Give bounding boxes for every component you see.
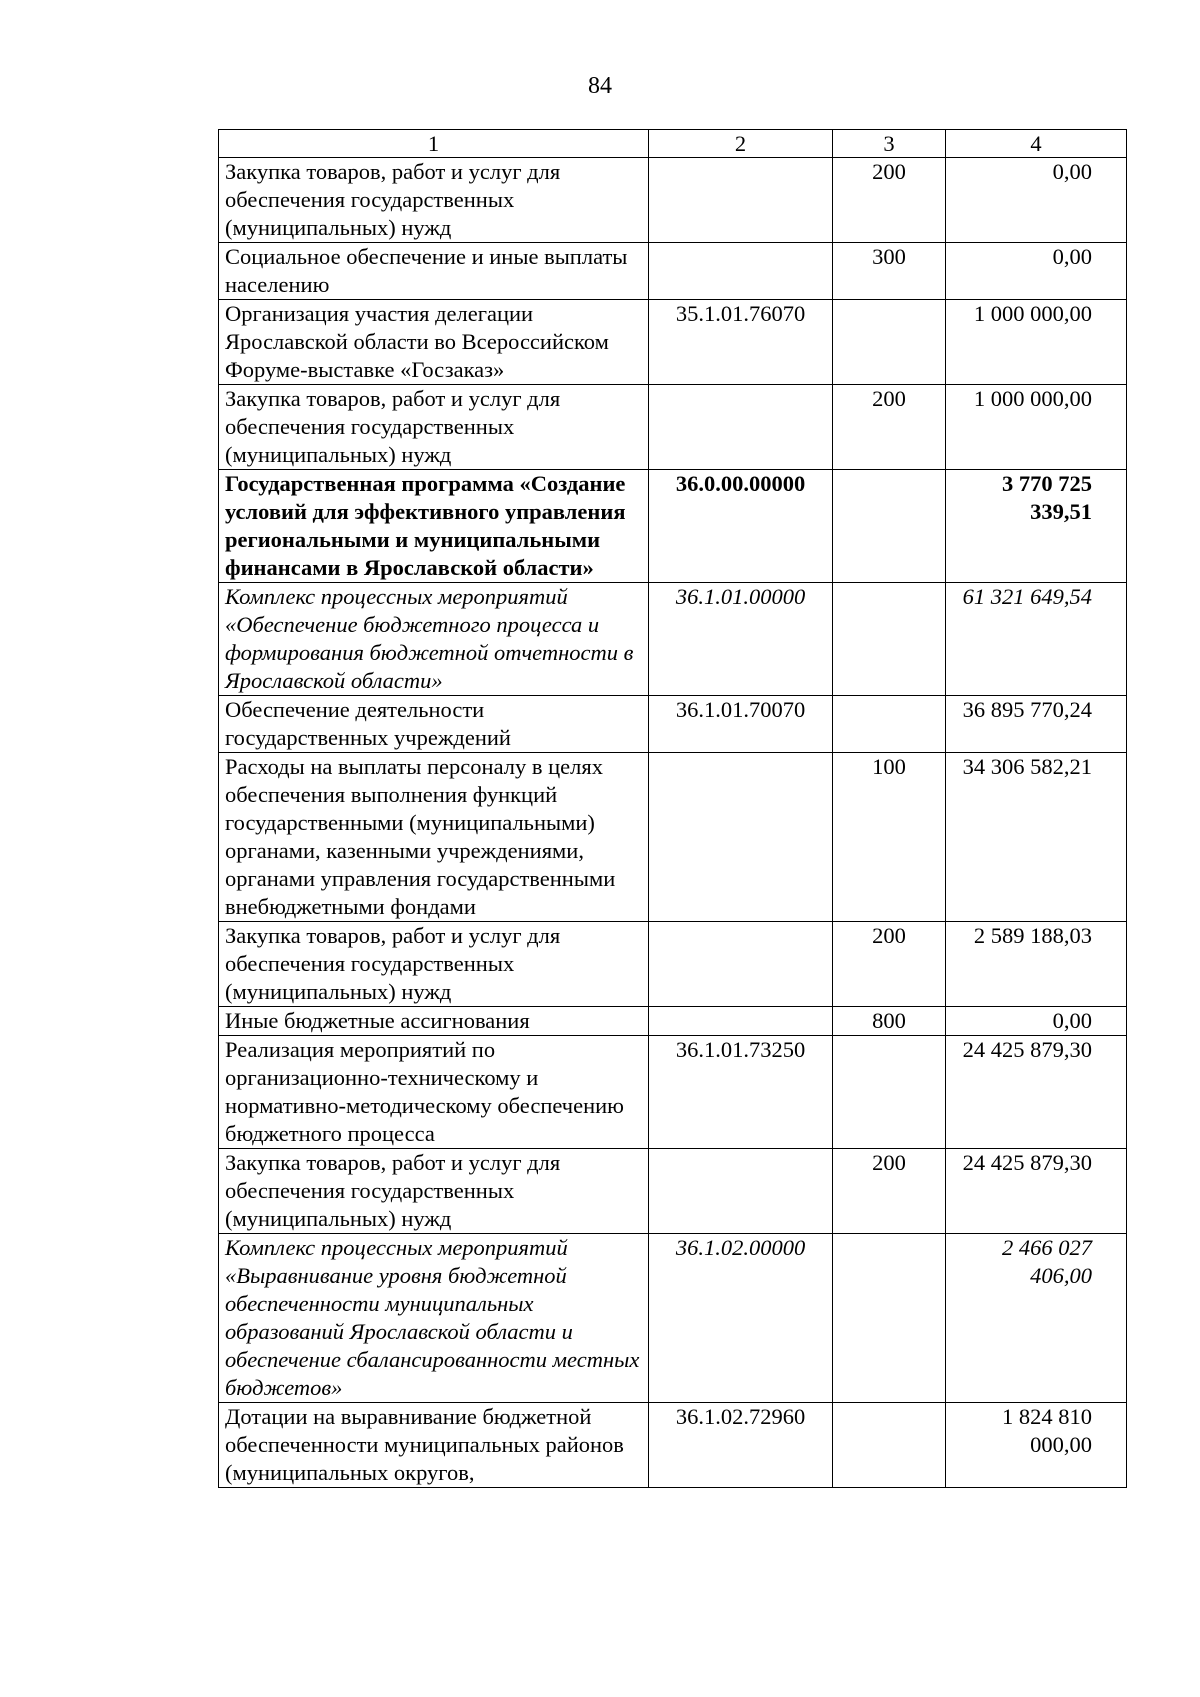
row-code-cell [649, 243, 833, 300]
row-name-cell: Комплекс процессных мероприятий «Выравнивание уровня бюджетной обеспеченности муниципальных образований Ярославской области и обеспечение сбалансированности местных бюджетов» [219, 1234, 649, 1403]
row-name-cell: Закупка товаров, работ и услуг для обеспечения государственных (муниципальных) нужд [219, 158, 649, 243]
table-body [219, 158, 1127, 1488]
row-type-cell [833, 470, 946, 583]
row-code-cell: 36.1.01.00000 [649, 583, 833, 696]
table-row [219, 470, 1127, 583]
row-sum-cell: 1 824 810 000,00 [946, 1403, 1127, 1488]
row-code-cell: 36.1.01.73250 [649, 1036, 833, 1149]
row-sum-cell: 2 466 027 406,00 [946, 1234, 1127, 1403]
row-type-cell: 300 [833, 243, 946, 300]
row-name-cell: Иные бюджетные ассигнования [219, 1007, 649, 1036]
row-name-cell: Обеспечение деятельности государственных учреждений [219, 696, 649, 753]
row-sum-cell: 2 589 188,03 [946, 922, 1127, 1007]
row-type-cell [833, 583, 946, 696]
page-number: 84 [588, 73, 612, 99]
row-sum-cell: 24 425 879,30 [946, 1036, 1127, 1149]
table-row [219, 385, 1127, 470]
row-type-cell: 200 [833, 158, 946, 243]
table-row [219, 922, 1127, 1007]
table-row [219, 158, 1127, 243]
row-code-cell [649, 385, 833, 470]
row-name-cell: Государственная программа «Создание условий для эффективного управления региональными и муниципальными финансами в Ярославской области» [219, 470, 649, 583]
row-name-cell: Социальное обеспечение и иные выплаты населению [219, 243, 649, 300]
row-name-cell: Расходы на выплаты персоналу в целях обеспечения выполнения функций государственными (муниципальными) органами, казенными учреждениями, органами управления государственными внебюджетными фондами [219, 753, 649, 922]
row-sum-cell: 34 306 582,21 [946, 753, 1127, 922]
table-row [219, 1007, 1127, 1036]
row-type-cell [833, 1403, 946, 1488]
row-code-cell: 35.1.01.76070 [649, 300, 833, 385]
row-sum-cell: 0,00 [946, 1007, 1127, 1036]
row-type-cell: 200 [833, 922, 946, 1007]
table-header-row [219, 130, 1127, 158]
row-code-cell: 36.1.02.72960 [649, 1403, 833, 1488]
row-type-cell [833, 1234, 946, 1403]
table-row [219, 583, 1127, 696]
row-name-cell: Реализация мероприятий по организационно-техническому и нормативно-методическому обеспечению бюджетного процесса [219, 1036, 649, 1149]
budget-table [218, 129, 1127, 1488]
row-type-cell: 100 [833, 753, 946, 922]
row-sum-cell: 1 000 000,00 [946, 385, 1127, 470]
row-type-cell [833, 1036, 946, 1149]
table-row [219, 1234, 1127, 1403]
table-row [219, 1036, 1127, 1149]
row-name-cell: Закупка товаров, работ и услуг для обеспечения государственных (муниципальных) нужд [219, 385, 649, 470]
row-sum-cell: 24 425 879,30 [946, 1149, 1127, 1234]
row-name-cell: Комплекс процессных мероприятий «Обеспечение бюджетного процесса и формирования бюджетной отчетности в Ярославской области» [219, 583, 649, 696]
row-type-cell: 200 [833, 385, 946, 470]
row-code-cell: 36.0.00.00000 [649, 470, 833, 583]
row-sum-cell: 0,00 [946, 243, 1127, 300]
row-code-cell: 36.1.02.00000 [649, 1234, 833, 1403]
table-row [219, 300, 1127, 385]
row-name-cell: Закупка товаров, работ и услуг для обеспечения государственных (муниципальных) нужд [219, 922, 649, 1007]
header-col-2: 2 [649, 130, 833, 158]
header-col-3: 3 [833, 130, 946, 158]
table-row [219, 1149, 1127, 1234]
table-row [219, 243, 1127, 300]
table-row [219, 1403, 1127, 1488]
table-row [219, 753, 1127, 922]
row-sum-cell: 36 895 770,24 [946, 696, 1127, 753]
row-code-cell [649, 753, 833, 922]
row-code-cell [649, 1007, 833, 1036]
row-type-cell: 800 [833, 1007, 946, 1036]
row-sum-cell: 3 770 725 339,51 [946, 470, 1127, 583]
row-sum-cell: 61 321 649,54 [946, 583, 1127, 696]
row-name-cell: Организация участия делегации Ярославской области во Всероссийском Форуме-выставке «Госзаказ» [219, 300, 649, 385]
row-name-cell: Закупка товаров, работ и услуг для обеспечения государственных (муниципальных) нужд [219, 1149, 649, 1234]
row-sum-cell: 0,00 [946, 158, 1127, 243]
table-row [219, 696, 1127, 753]
row-name-cell: Дотации на выравнивание бюджетной обеспеченности муниципальных районов (муниципальных округов, [219, 1403, 649, 1488]
row-code-cell: 36.1.01.70070 [649, 696, 833, 753]
row-type-cell [833, 696, 946, 753]
row-code-cell [649, 158, 833, 243]
header-col-1: 1 [219, 130, 649, 158]
row-code-cell [649, 1149, 833, 1234]
row-sum-cell: 1 000 000,00 [946, 300, 1127, 385]
row-type-cell: 200 [833, 1149, 946, 1234]
row-type-cell [833, 300, 946, 385]
header-col-4: 4 [946, 130, 1127, 158]
row-code-cell [649, 922, 833, 1007]
